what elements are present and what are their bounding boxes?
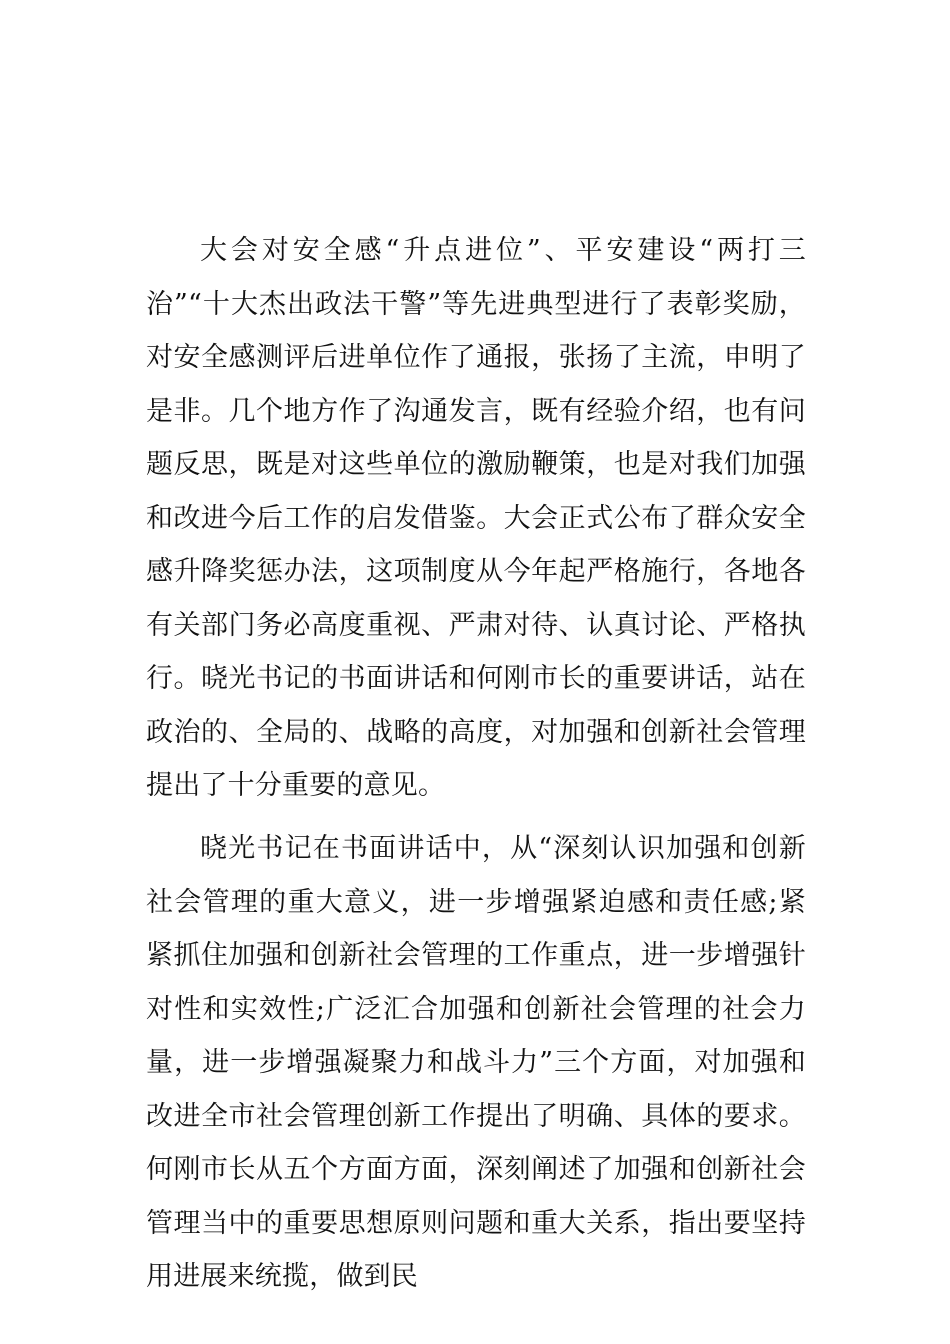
body-paragraph-1: 大会对安全感“升点进位”、平安建设“两打三治”“十大杰出政法干警”等先进典型进行了表彰奖励，对安全感测评后进单位作了通报，张扬了主流，申明了是非。几个地方作了沟通发言，既有经验介绍，也有问题反思，既是对这些单位的激励鞭策，也是对我们加强和改进今后工作的启发借鉴。大会正式公布了群众安全感升降奖惩办法，这项制度从今年起严格施行，各地各有关部门务必高度重视、严肃对待、认真讨论、严格执行。晓光书记的书面讲话和何刚市长的重要讲话，站在政治的、全局的、战略的高度，对加强和创新社会管理提出了十分重要的意见。 <box>146 235 806 801</box>
body-paragraph-2: 晓光书记在书面讲话中，从“深刻认识加强和创新社会管理的重大意义，进一步增强紧迫感和责任感;紧紧抓住加强和创新社会管理的工作重点，进一步增强针对性和实效性;广泛汇合加强和创新社会管理的社会力量，进一步增强凝聚力和战斗力”三个方面，对加强和改进全市社会管理创新工作提出了明确、具体的要求。何刚市长从五个方面方面，深刻阐述了加强和创新社会管理当中的重要思想原则问题和重大关系，指出要坚持用进展来统揽，做到民 <box>146 833 806 1292</box>
